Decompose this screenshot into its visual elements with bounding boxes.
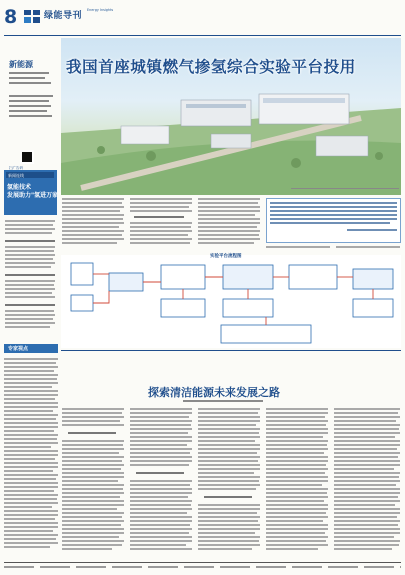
meta-line (9, 110, 47, 112)
section-divider (61, 350, 401, 351)
flow-node (353, 299, 393, 317)
section-name: 绿能导刊 (44, 11, 83, 21)
flow-node (289, 265, 337, 289)
lead-summary-box (266, 198, 401, 243)
meta-line (9, 100, 49, 102)
flow-node (161, 265, 205, 289)
flow-node (223, 265, 273, 289)
flow-node (221, 325, 311, 343)
article-body-columns (62, 198, 262, 250)
flow-node (353, 269, 393, 289)
author-line (183, 400, 263, 402)
section-english-name: Energy Insights (87, 8, 114, 12)
flow-node (109, 273, 143, 291)
flow-node (161, 299, 205, 317)
hero-headline: 我国首座城镇燃气掺氢综合实验平台投用 (66, 58, 356, 76)
meta-line (9, 72, 49, 74)
flow-node (223, 299, 273, 317)
meta-line (9, 82, 51, 84)
bottom-article-columns (62, 408, 401, 558)
footer-rule (4, 562, 401, 563)
flow-diagram-graphic (61, 255, 401, 348)
meta-line (9, 77, 45, 79)
meta-line (9, 115, 52, 117)
column-title: 新能源 (9, 60, 33, 69)
section-logo-icon (24, 10, 40, 23)
flow-diagram-title: 实验平台流程图 (210, 254, 242, 259)
header-rule (4, 35, 401, 36)
lead-followup-text (266, 246, 401, 252)
sidebar-tag: 新闻连线 (6, 172, 54, 178)
meta-line (9, 105, 51, 107)
flow-node (71, 263, 93, 285)
page-number: 8 (4, 6, 18, 28)
sidebar-article-title: 氢能技术 发展助力"氢进万家" (7, 184, 62, 199)
bottom-left-column (4, 358, 59, 558)
qr-code-icon[interactable] (20, 150, 34, 164)
section-tag: 专家视点 (4, 344, 58, 353)
bottom-headline: 探索清洁能源未来发展之路 (148, 386, 280, 399)
sidebar-article-body (5, 220, 57, 340)
footer-info-line (4, 566, 401, 568)
flow-node (71, 295, 93, 311)
ad-label: 扫广告码 (9, 166, 23, 170)
flow-diagram (61, 255, 401, 348)
meta-line (9, 95, 53, 97)
photo-caption-line (291, 188, 399, 189)
